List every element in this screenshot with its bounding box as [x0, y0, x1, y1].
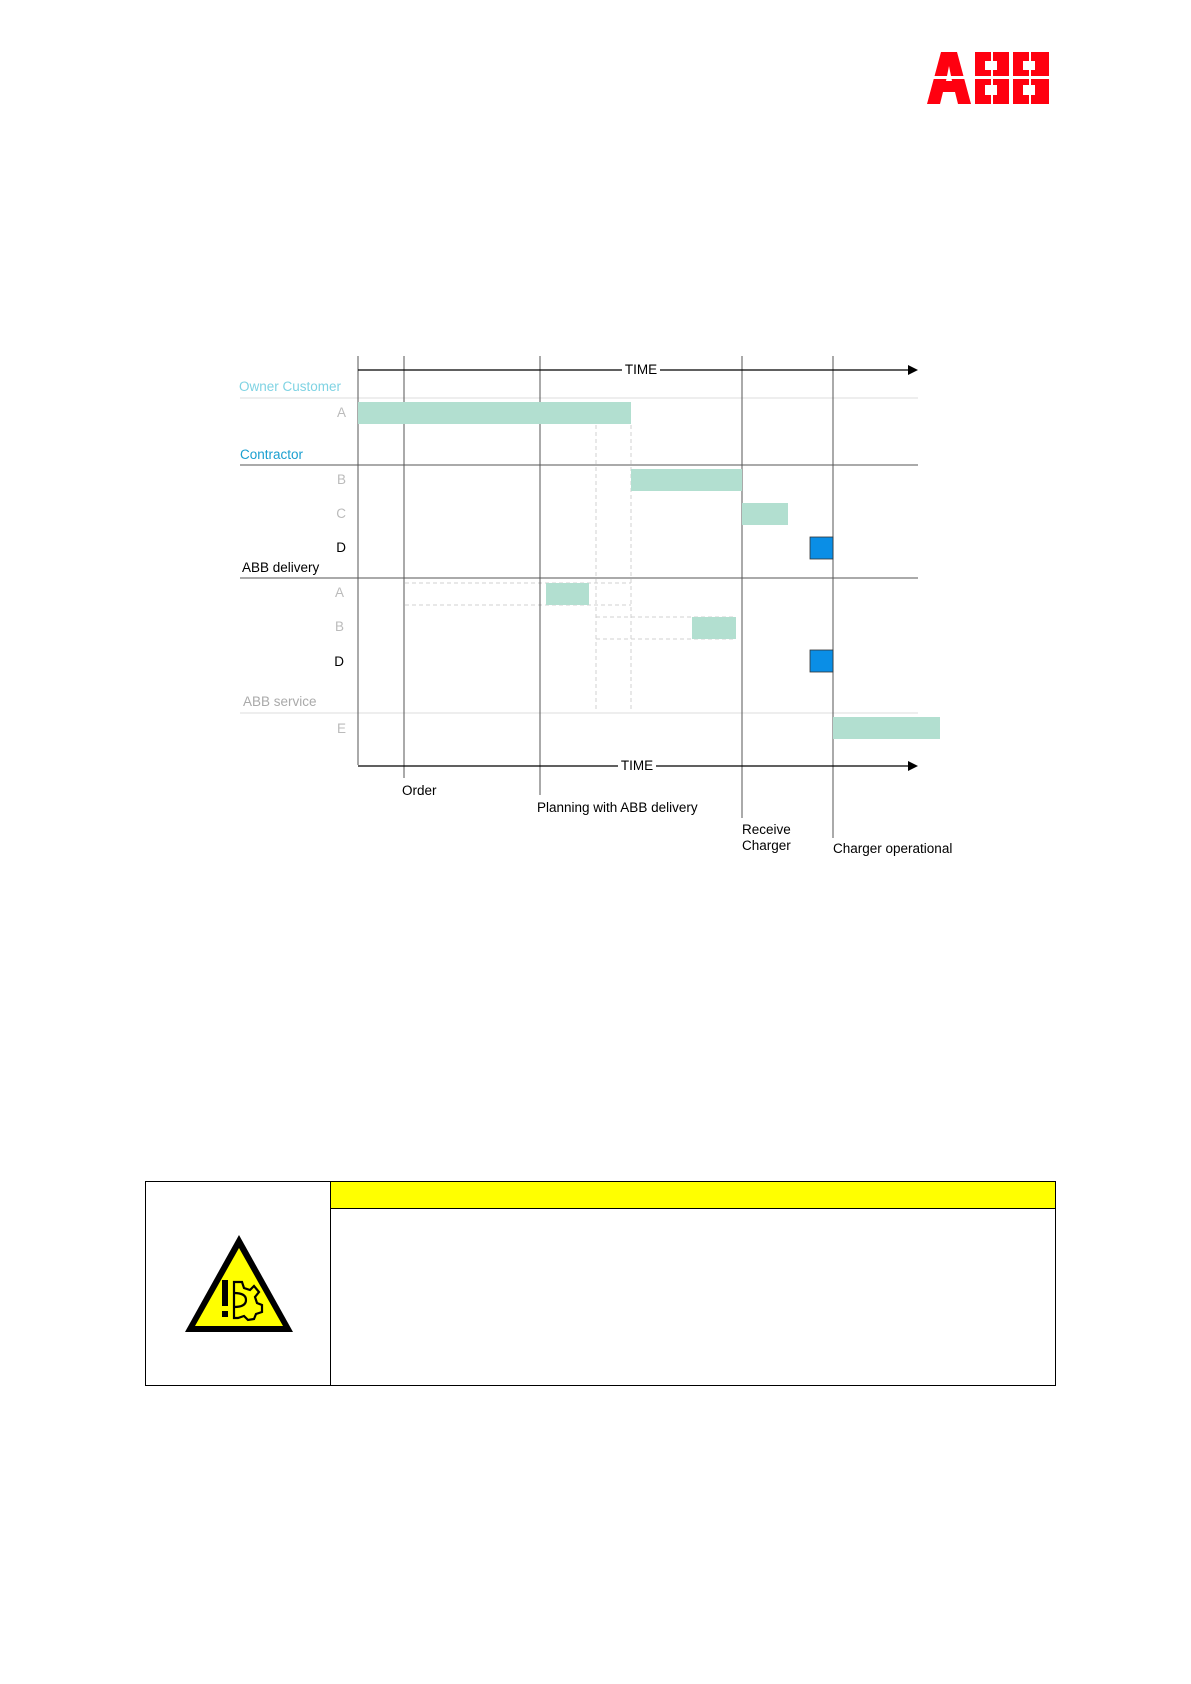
group-abb-delivery: ABB delivery: [242, 560, 320, 575]
warning-header-bar: [331, 1182, 1055, 1209]
row-service-e: E: [336, 721, 346, 736]
group-owner-customer: Owner Customer: [239, 379, 342, 394]
row-contractor-d: D: [336, 540, 346, 555]
milestone-contractor-d: [810, 537, 833, 559]
milestone-delivery-d: [810, 650, 833, 672]
milestone-receive-line2: Charger: [742, 838, 791, 853]
warning-notice: [145, 1181, 1056, 1386]
milestone-operational: Charger operational: [833, 841, 953, 856]
bar-contractor-b: [631, 469, 742, 491]
row-owner-a: A: [336, 405, 346, 420]
milestone-receive-line1: Receive: [742, 822, 791, 837]
row-delivery-a: A: [334, 585, 344, 600]
bar-owner-a: [358, 402, 631, 424]
time-label-top: TIME: [624, 362, 658, 377]
row-delivery-d: D: [334, 654, 344, 669]
bar-delivery-a: [546, 583, 589, 605]
warning-icon-cell: [146, 1182, 331, 1385]
row-contractor-c: C: [336, 506, 346, 521]
row-delivery-b: B: [334, 619, 344, 634]
bar-contractor-c: [742, 503, 788, 525]
bar-service-e: [833, 717, 940, 739]
bar-delivery-b: [692, 617, 736, 639]
row-contractor-b: B: [336, 472, 346, 487]
time-arrowhead-top: [908, 365, 918, 375]
group-abb-service: ABB service: [243, 694, 317, 709]
time-arrowhead-bottom: [908, 761, 918, 771]
time-label-bottom: TIME: [620, 758, 654, 773]
warning-body: [331, 1209, 1055, 1385]
milestone-planning: Planning with ABB delivery: [537, 800, 698, 815]
milestone-order: Order: [402, 783, 437, 798]
warning-gear-icon: [182, 1232, 296, 1336]
group-contractor: Contractor: [240, 447, 304, 462]
